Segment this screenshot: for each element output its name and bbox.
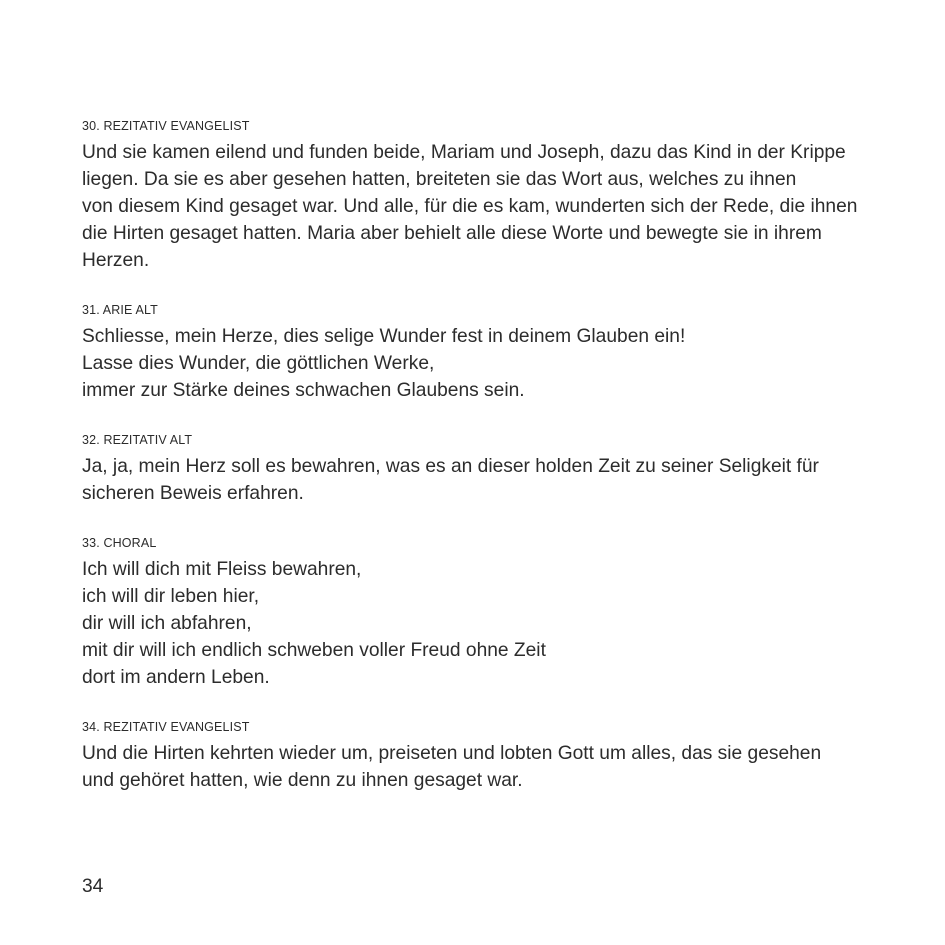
section-30 bbox=[82, 118, 872, 274]
page-content bbox=[82, 118, 872, 794]
text-line: liegen. Da sie es aber gesehen hatten, breiteten sie das Wort aus, welches zu ihnen bbox=[82, 169, 797, 190]
section-33 bbox=[82, 535, 872, 691]
section-heading: 32. REZITATIV ALT bbox=[82, 433, 193, 447]
text-line: ich will dir leben hier, bbox=[82, 586, 260, 607]
text-line: Und sie kamen eilend und funden beide, Mariam und Joseph, dazu das Kind in der Krippe bbox=[82, 142, 846, 163]
section-heading: 30. REZITATIV EVANGELIST bbox=[82, 119, 250, 133]
text-line: von diesem Kind gesaget war. Und alle, für die es kam, wunderten sich der Rede, die ihnen bbox=[82, 196, 858, 217]
text-line: Schliesse, mein Herze, dies selige Wunder fest in deinem Glauben ein! bbox=[82, 326, 686, 347]
text-line: Ich will dich mit Fleiss bewahren, bbox=[82, 559, 362, 580]
text-line: dort im andern Leben. bbox=[82, 667, 270, 688]
text-line: sicheren Beweis erfahren. bbox=[82, 483, 304, 504]
text-line: Und die Hirten kehrten wieder um, preiseten und lobten Gott um alles, das sie gesehen bbox=[82, 743, 822, 764]
section-body bbox=[82, 323, 872, 404]
text-line: Ja, ja, mein Herz soll es bewahren, was es an dieser holden Zeit zu seiner Seligkeit für bbox=[82, 456, 819, 477]
section-body bbox=[82, 740, 872, 794]
section-31 bbox=[82, 302, 872, 404]
text-line: die Hirten gesaget hatten. Maria aber behielt alle diese Worte und bewegte sie in ihrem bbox=[82, 223, 822, 244]
text-line: mit dir will ich endlich schweben voller Freud ohne Zeit bbox=[82, 640, 546, 661]
text-line: immer zur Stärke deines schwachen Glaubens sein. bbox=[82, 380, 525, 401]
page-number: 34 bbox=[82, 876, 104, 897]
section-32 bbox=[82, 432, 872, 507]
section-34 bbox=[82, 719, 872, 794]
section-heading: 31. ARIE ALT bbox=[82, 303, 158, 317]
text-line: Herzen. bbox=[82, 250, 150, 271]
text-line: Lasse dies Wunder, die göttlichen Werke, bbox=[82, 353, 435, 374]
text-line: dir will ich abfahren, bbox=[82, 613, 252, 634]
section-heading: 34. REZITATIV EVANGELIST bbox=[82, 720, 250, 734]
section-body bbox=[82, 556, 872, 691]
section-body bbox=[82, 139, 872, 274]
text-line: und gehöret hatten, wie denn zu ihnen gesaget war. bbox=[82, 770, 523, 791]
section-heading: 33. CHORAL bbox=[82, 536, 157, 550]
section-body bbox=[82, 453, 872, 507]
